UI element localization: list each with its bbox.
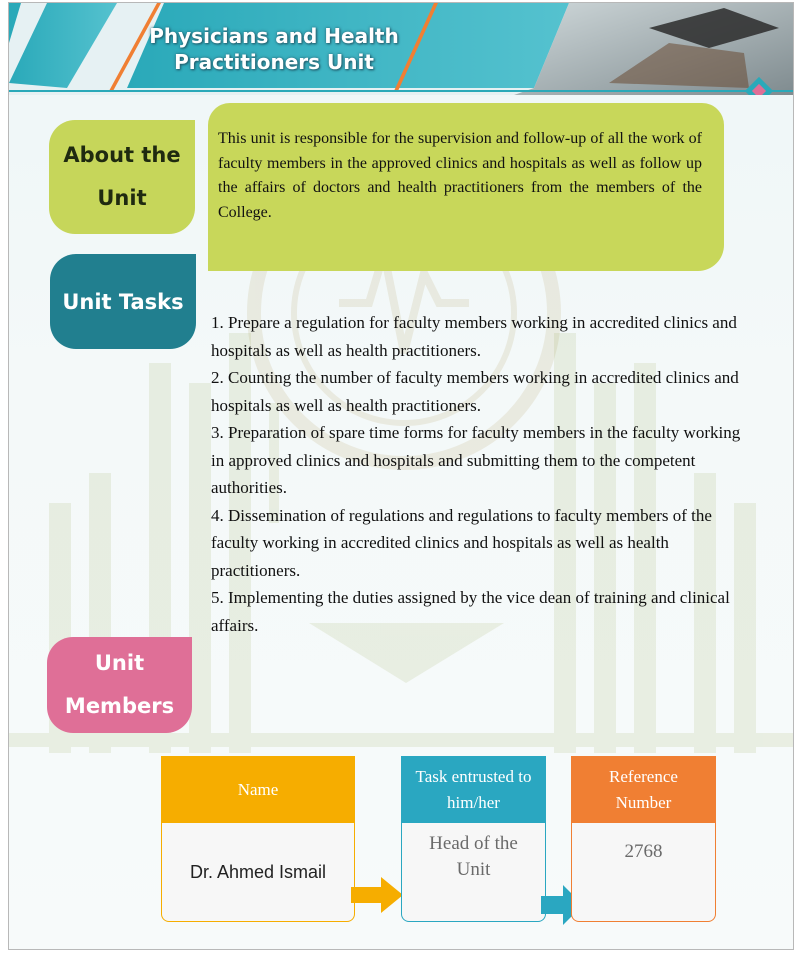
about-description-text: This unit is responsible for the supervision and follow-up of all the work of faculty members in the approved clinics and hospitals as well as follow up the affairs of doctors and health practitioners from the members of the College. [218, 130, 702, 221]
about-description-box [208, 103, 724, 271]
task-item: 1. Prepare a regulation for faculty members working in accredited clinics and hospitals as well as health practitioners. [211, 313, 737, 360]
name-header-text: Name [237, 779, 279, 799]
reference-number: 2768 [624, 841, 663, 862]
unit-tasks-label: Unit Tasks [50, 254, 196, 349]
task-header-text: Task entrusted to him/her [415, 766, 532, 812]
reference-column-header [571, 756, 716, 823]
task-item: 4. Dissemination of regulations and regulations to faculty members of the faculty working in accredited clinics and hospitals as well as health practitioners. [211, 505, 712, 580]
task-column-header [401, 756, 546, 823]
about-the-unit-label: About the Unit [49, 120, 195, 234]
members-reference-column [571, 756, 716, 922]
member-name: Dr. Ahmed Ismail [189, 861, 327, 882]
task-item: 3. Preparation of spare time forms for faculty members in the faculty working in approved clinics and hospitals and submitting them to the competent authorities. [211, 423, 741, 497]
page-title: Physicians and Health Practitioners Unit [149, 24, 399, 74]
task-item: 2. Counting the number of faculty members working in accredited clinics and hospitals as well as health practitioners. [211, 368, 739, 415]
page-frame [8, 2, 794, 950]
tasks-list [211, 309, 751, 639]
members-name-column [161, 756, 355, 922]
name-cell [161, 823, 355, 922]
members-task-column [401, 756, 546, 922]
unit-members-label: Unit Members [47, 637, 192, 733]
reference-cell [571, 823, 716, 922]
arrow-right-icon [351, 877, 405, 913]
header-banner [9, 3, 794, 95]
task-item: 5. Implementing the duties assigned by the vice dean of training and clinical affairs. [211, 588, 730, 635]
name-column-header [161, 756, 355, 823]
reference-header-text: Reference Number [609, 766, 678, 812]
task-cell [401, 823, 546, 922]
member-task: Head of the Unit [429, 833, 518, 880]
